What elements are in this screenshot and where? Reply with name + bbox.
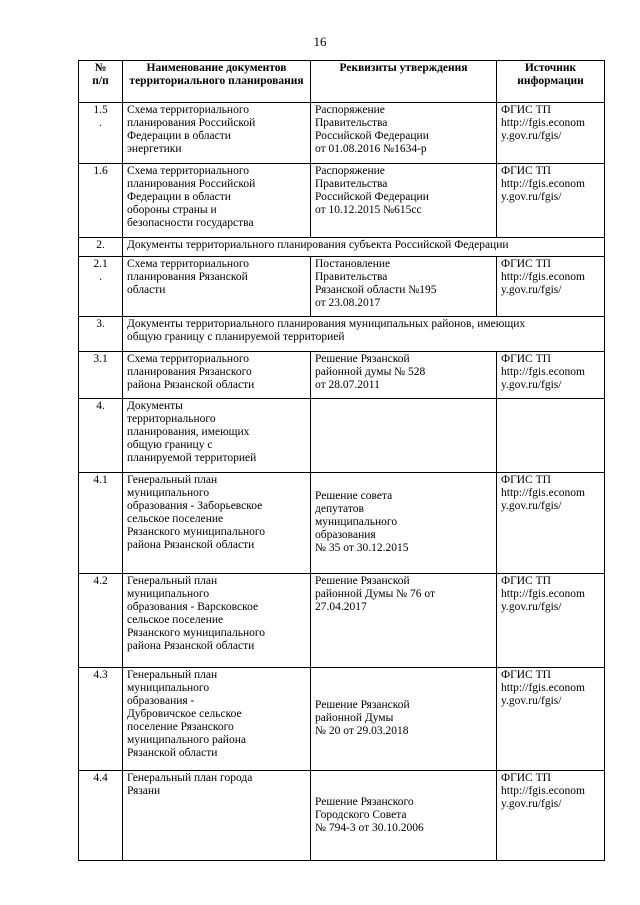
header-source: Источник информации <box>497 61 605 103</box>
approval-requisites: Распоряжение Правительства Российской Федерации от 10.12.2015 №615сс <box>311 164 497 238</box>
table-row <box>79 399 605 473</box>
document-name: Генеральный план муниципального образования - Варсковское сельское поселение Рязанского муниципального района Рязанской области <box>123 574 311 668</box>
document-name: Генеральный план муниципального образования - Дубровичское сельское поселение Рязанского муниципального района Рязанской области <box>123 668 311 771</box>
approval-requisites: Решение Рязанской районной Думы № 20 от 29.03.2018 <box>311 668 497 771</box>
document-name: Генеральный план муниципального образования - Заборьевское сельское поселение Рязанского муниципального района Рязанской области <box>123 473 311 574</box>
row-number: 4.4 <box>79 771 123 861</box>
row-number: 3. <box>79 317 123 352</box>
document-name: Схема территориального планирования Российской Федерации в области обороны страны и безопасности государства <box>123 164 311 238</box>
row-number: 2.1 . <box>79 257 123 317</box>
row-number: 1.6 <box>79 164 123 238</box>
table-row <box>79 668 605 771</box>
table-row <box>79 771 605 861</box>
info-source: ФГИС ТП http://fgis.econom y.gov.ru/fgis/ <box>497 352 605 399</box>
documents-table <box>78 60 605 861</box>
approval-requisites: Распоряжение Правительства Российской Федерации от 01.08.2016 №1634-р <box>311 103 497 164</box>
info-source <box>497 399 605 473</box>
info-source: ФГИС ТП http://fgis.econom y.gov.ru/fgis/ <box>497 257 605 317</box>
table-row <box>79 257 605 317</box>
info-source: ФГИС ТП http://fgis.econom y.gov.ru/fgis/ <box>497 771 605 861</box>
row-number: 4.2 <box>79 574 123 668</box>
approval-requisites: Постановление Правительства Рязанской области №195 от 23.08.2017 <box>311 257 497 317</box>
info-source: ФГИС ТП http://fgis.econom y.gov.ru/fgis/ <box>497 164 605 238</box>
row-number: 3.1 <box>79 352 123 399</box>
approval-requisites <box>311 399 497 473</box>
section-row <box>79 317 605 352</box>
info-source: ФГИС ТП http://fgis.econom y.gov.ru/fgis/ <box>497 574 605 668</box>
table-row <box>79 103 605 164</box>
table-row <box>79 574 605 668</box>
section-title: Документы территориального планирования муниципальных районов, имеющих общую границу с планируемой территорией <box>123 317 605 352</box>
row-number: 1.5 . <box>79 103 123 164</box>
document-name: Схема территориального планирования Рязанского района Рязанской области <box>123 352 311 399</box>
approval-requisites: Решение Рязанского Городского Совета № 794-3 от 30.10.2006 <box>311 771 497 861</box>
document-name: Схема территориального планирования Российской Федерации в области энергетики <box>123 103 311 164</box>
info-source: ФГИС ТП http://fgis.econom y.gov.ru/fgis/ <box>497 668 605 771</box>
info-source: ФГИС ТП http://fgis.econom y.gov.ru/fgis/ <box>497 103 605 164</box>
document-name: Схема территориального планирования Рязанской области <box>123 257 311 317</box>
header-num: № п/п <box>79 61 123 103</box>
row-number: 4. <box>79 399 123 473</box>
table-row <box>79 473 605 574</box>
row-number: 2. <box>79 238 123 257</box>
header-requisites: Реквизиты утверждения <box>311 61 497 103</box>
approval-requisites: Решение совета депутатов муниципального образования № 35 от 30.12.2015 <box>311 473 497 574</box>
table-header-row <box>79 61 605 103</box>
page-number: 16 <box>313 34 327 49</box>
section-row <box>79 238 605 257</box>
info-source: ФГИС ТП http://fgis.econom y.gov.ru/fgis/ <box>497 473 605 574</box>
section-title: Документы территориального планирования субъекта Российской Федерации <box>123 238 605 257</box>
table-row <box>79 164 605 238</box>
row-number: 4.1 <box>79 473 123 574</box>
document-name: Генеральный план города Рязани <box>123 771 311 861</box>
approval-requisites: Решение Рязанской районной думы № 528 от 28.07.2011 <box>311 352 497 399</box>
approval-requisites: Решение Рязанской районной Думы № 76 от 27.04.2017 <box>311 574 497 668</box>
header-name: Наименование документов территориального планирования <box>123 61 311 103</box>
document-name: Документы территориального планирования, имеющих общую границу с планируемой территорией <box>123 399 311 473</box>
row-number: 4.3 <box>79 668 123 771</box>
table-row <box>79 352 605 399</box>
